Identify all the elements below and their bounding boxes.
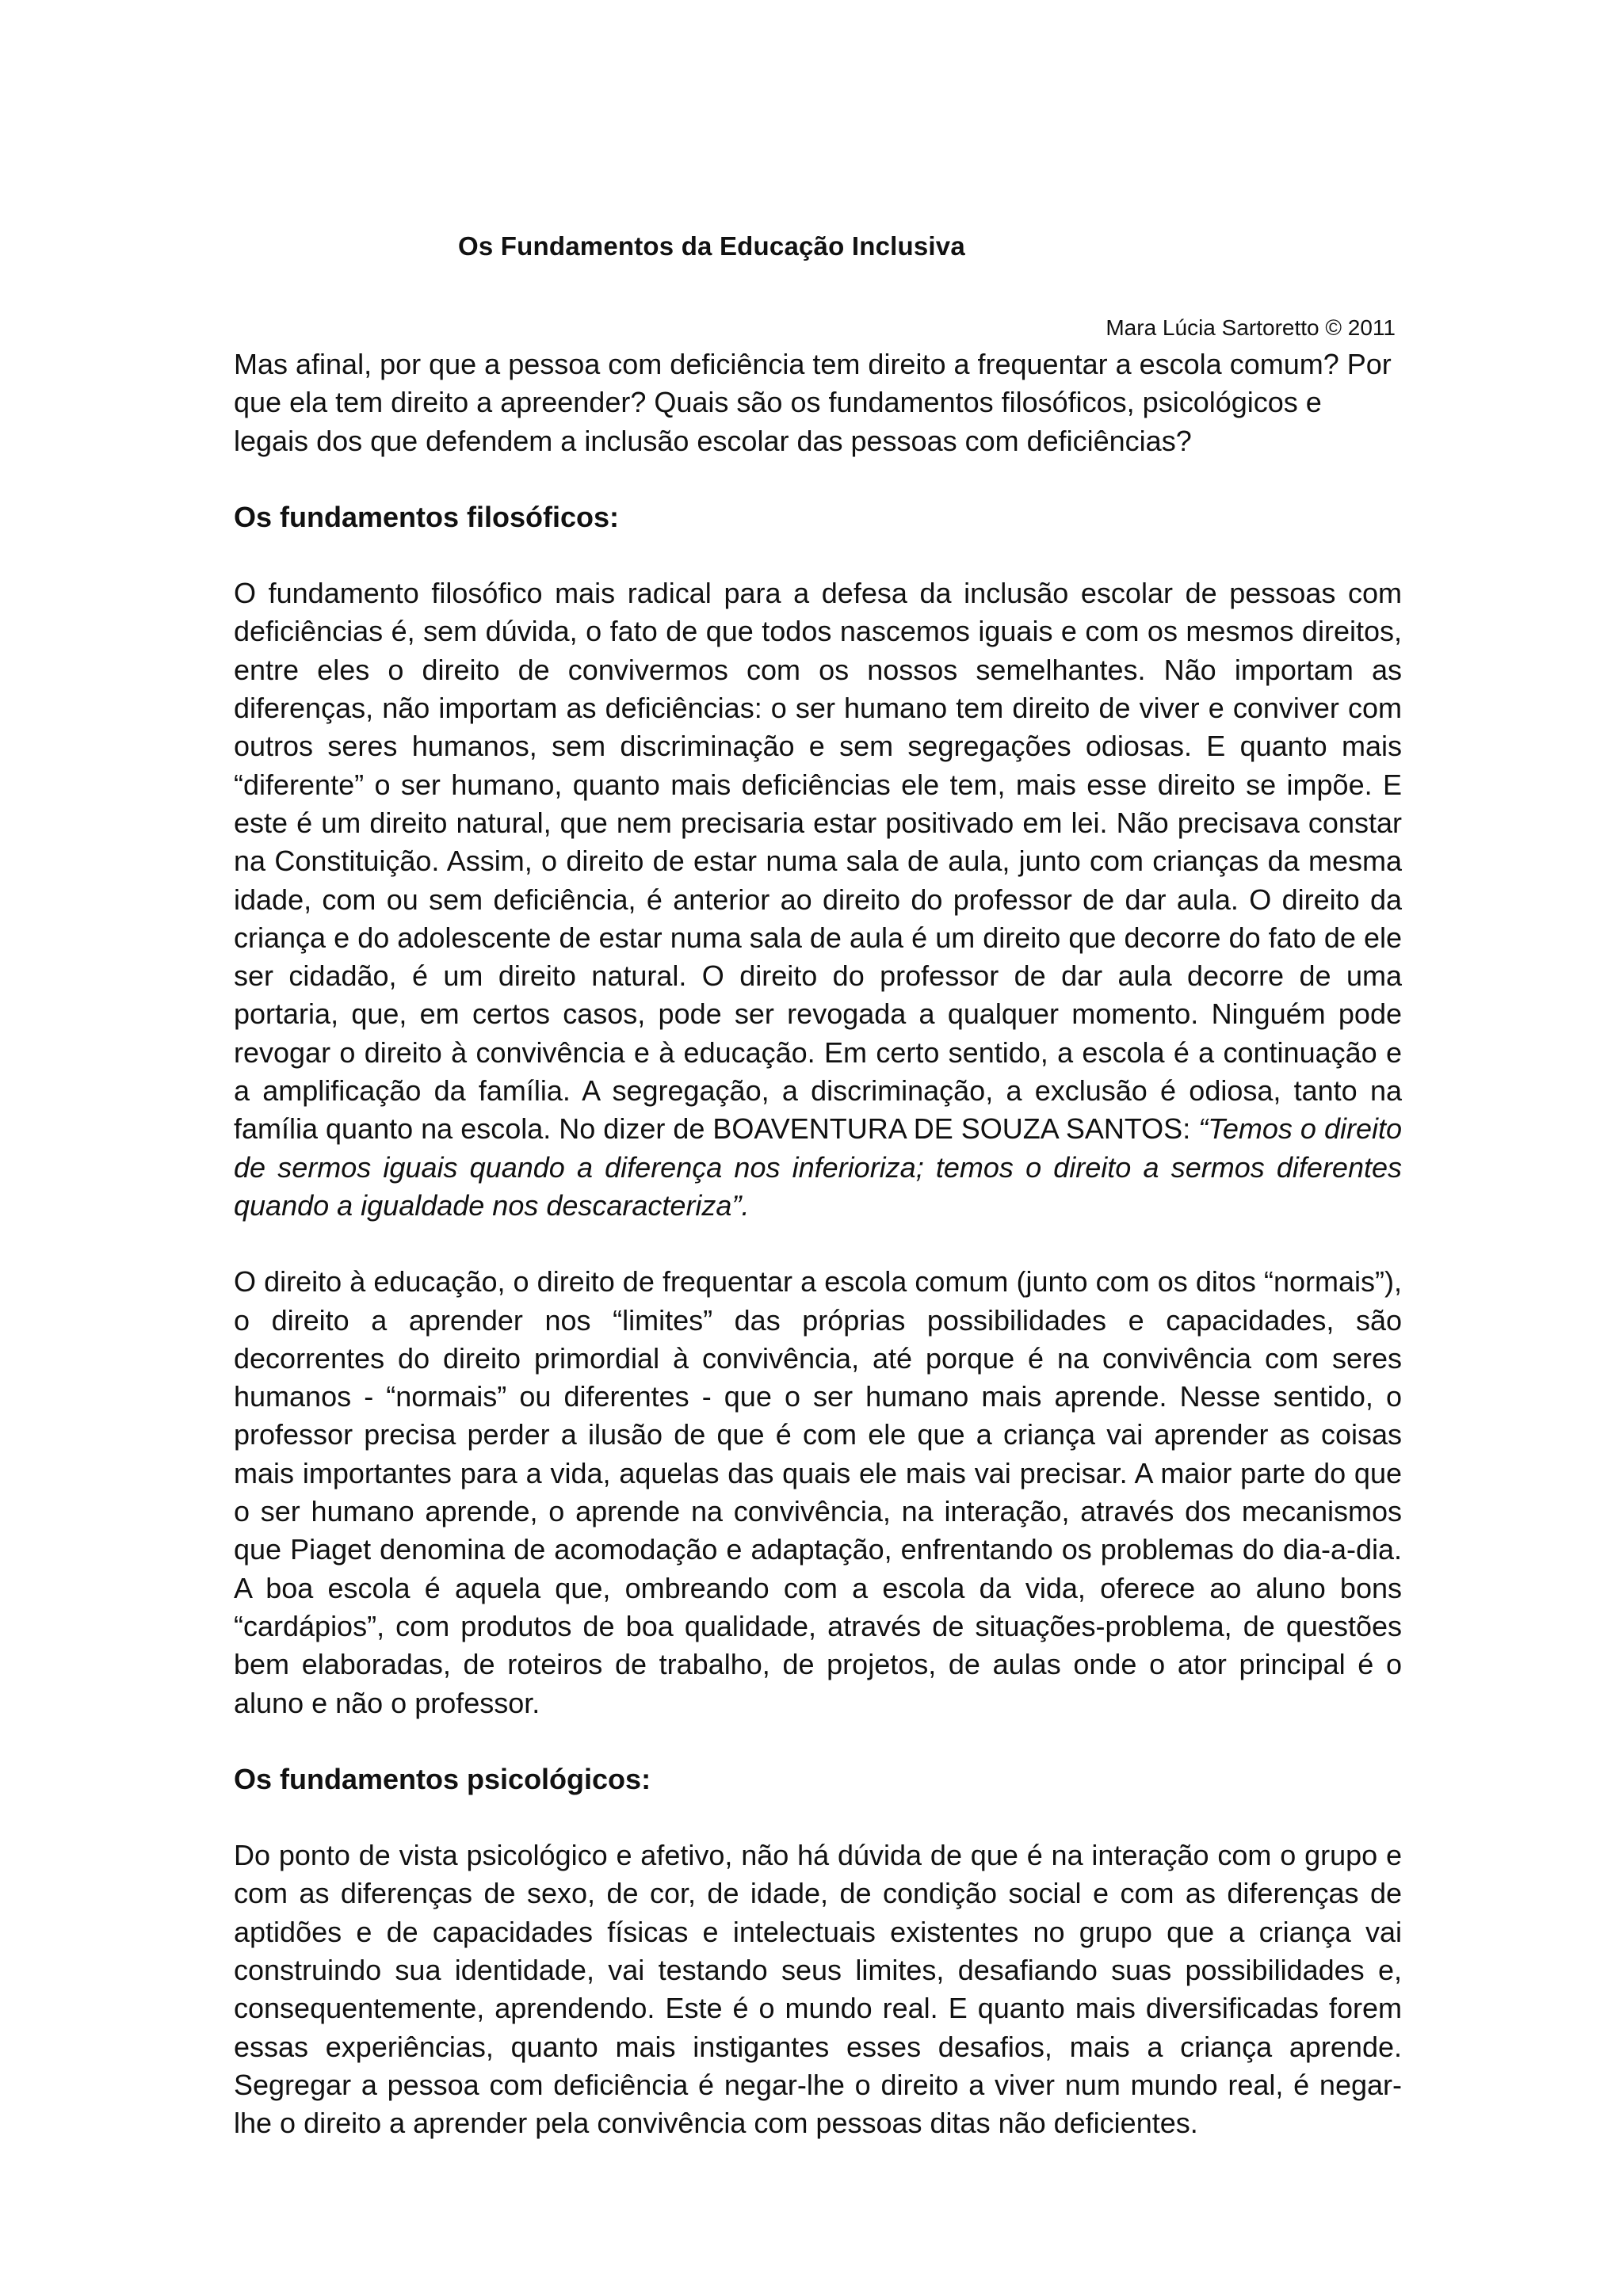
document-body [234,345,1402,2142]
author-line: Mara Lúcia Sartoretto © 2011 [1106,315,1396,340]
philosophical-paragraph-1 [234,574,1402,1225]
intro-paragraph: Mas afinal, por que a pessoa com deficiência tem direito a frequentar a escola comum? Por que ela tem direito a apreender? Quais são os fundamentos filosóficos, psicológicos e legais dos que defendem a inclusão escolar das pessoas com deficiências? [234,348,1392,457]
document-title: Os Fundamentos da Educação Inclusiva [458,231,965,261]
psychological-paragraph-1: Do ponto de vista psicológico e afetivo, não há dúvida de que é na interação com o grupo e com as diferenças de sexo, de cor, de idade, de condição social e com as diferenças de aptidões e de capacidades físicas e intelectuais existentes no grupo que a criança vai construindo sua identidade, vai testando seus limites, desafiando suas possibilidades e, consequentemente, aprendendo. Este é o mundo real. E quanto mais diversificadas forem essas experiências, quanto mais instigantes esses desafios, mais a criança aprende. Segregar a pessoa com deficiência é negar-lhe o direito a viver num mundo real, é negar-lhe o direito a aprender pela convivência com pessoas ditas não deficientes. [234,1839,1402,2140]
philosophical-paragraph-1-text: O fundamento filosófico mais radical para a defesa da inclusão escolar de pessoas com deficiências é, sem dúvida, o fato de que todos nascemos iguais e com os mesmos direitos, entre eles o direito de convivermos com os nossos semelhantes. Não importam as diferenças, não importam as deficiências: o ser humano tem direito de viver e conviver com outros seres humanos, sem discriminação e sem segregações odiosas. E quanto mais “diferente” o ser humano, quanto mais deficiências ele tem, mais esse direito se impõe. E este é um direito natural, que nem precisaria estar positivado em lei. Não precisava constar na Constituição. Assim, o direito de estar numa sala de aula, junto com crianças da mesma idade, com ou sem deficiência, é anterior ao direito do professor de dar aula. O direito da criança e do adolescente de estar numa sala de aula é um direito que decorre do fato de ele ser cidadão, é um direito natural. O direito do professor de dar aula decorre de uma portaria, que, em certos casos, pode ser revogada a qualquer momento. Ninguém pode revogar o direito à convivência e à educação. Em certo sentido, a escola é a continuação e a amplificação da família. A segregação, a discriminação, a exclusão é odiosa, tanto na família quanto na escola. No dizer de BOAVENTURA DE SOUZA SANTOS: [234,577,1402,1146]
boaventura-quote: “Temos o direito de sermos iguais quando a diferença nos inferioriza; temos o direito a sermos diferentes quando a igualdade nos descaracteriza”. [234,1112,1402,1222]
psychological-heading: Os fundamentos psicológicos: [234,1762,651,1795]
philosophical-paragraph-2: O direito à educação, o direito de frequentar a escola comum (junto com os ditos “normais”), o direito a aprender nos “limites” das próprias possibilidades e capacidades, são decorrentes do direito primordial à convivência, até porque é na convivência com seres humanos - “normais” ou diferentes - que o ser humano mais aprende. Nesse sentido, o professor precisa perder a ilusão de que é com ele que a criança vai aprender as coisas mais importantes para a vida, aquelas das quais ele mais vai precisar. A maior parte do que o ser humano aprende, o aprende na convivência, na interação, através dos mecanismos que Piaget denomina de acomodação e adaptação, enfrentando os problemas do dia-a-dia. A boa escola é aquela que, ombreando com a escola da vida, oferece ao aluno bons “cardápios”, com produtos de boa qualidade, através de situações-problema, de questões bem elaboradas, de roteiros de trabalho, de projetos, de aulas onde o ator principal é o aluno e não o professor. [234,1265,1402,1719]
philosophical-heading: Os fundamentos filosóficos: [234,500,620,533]
